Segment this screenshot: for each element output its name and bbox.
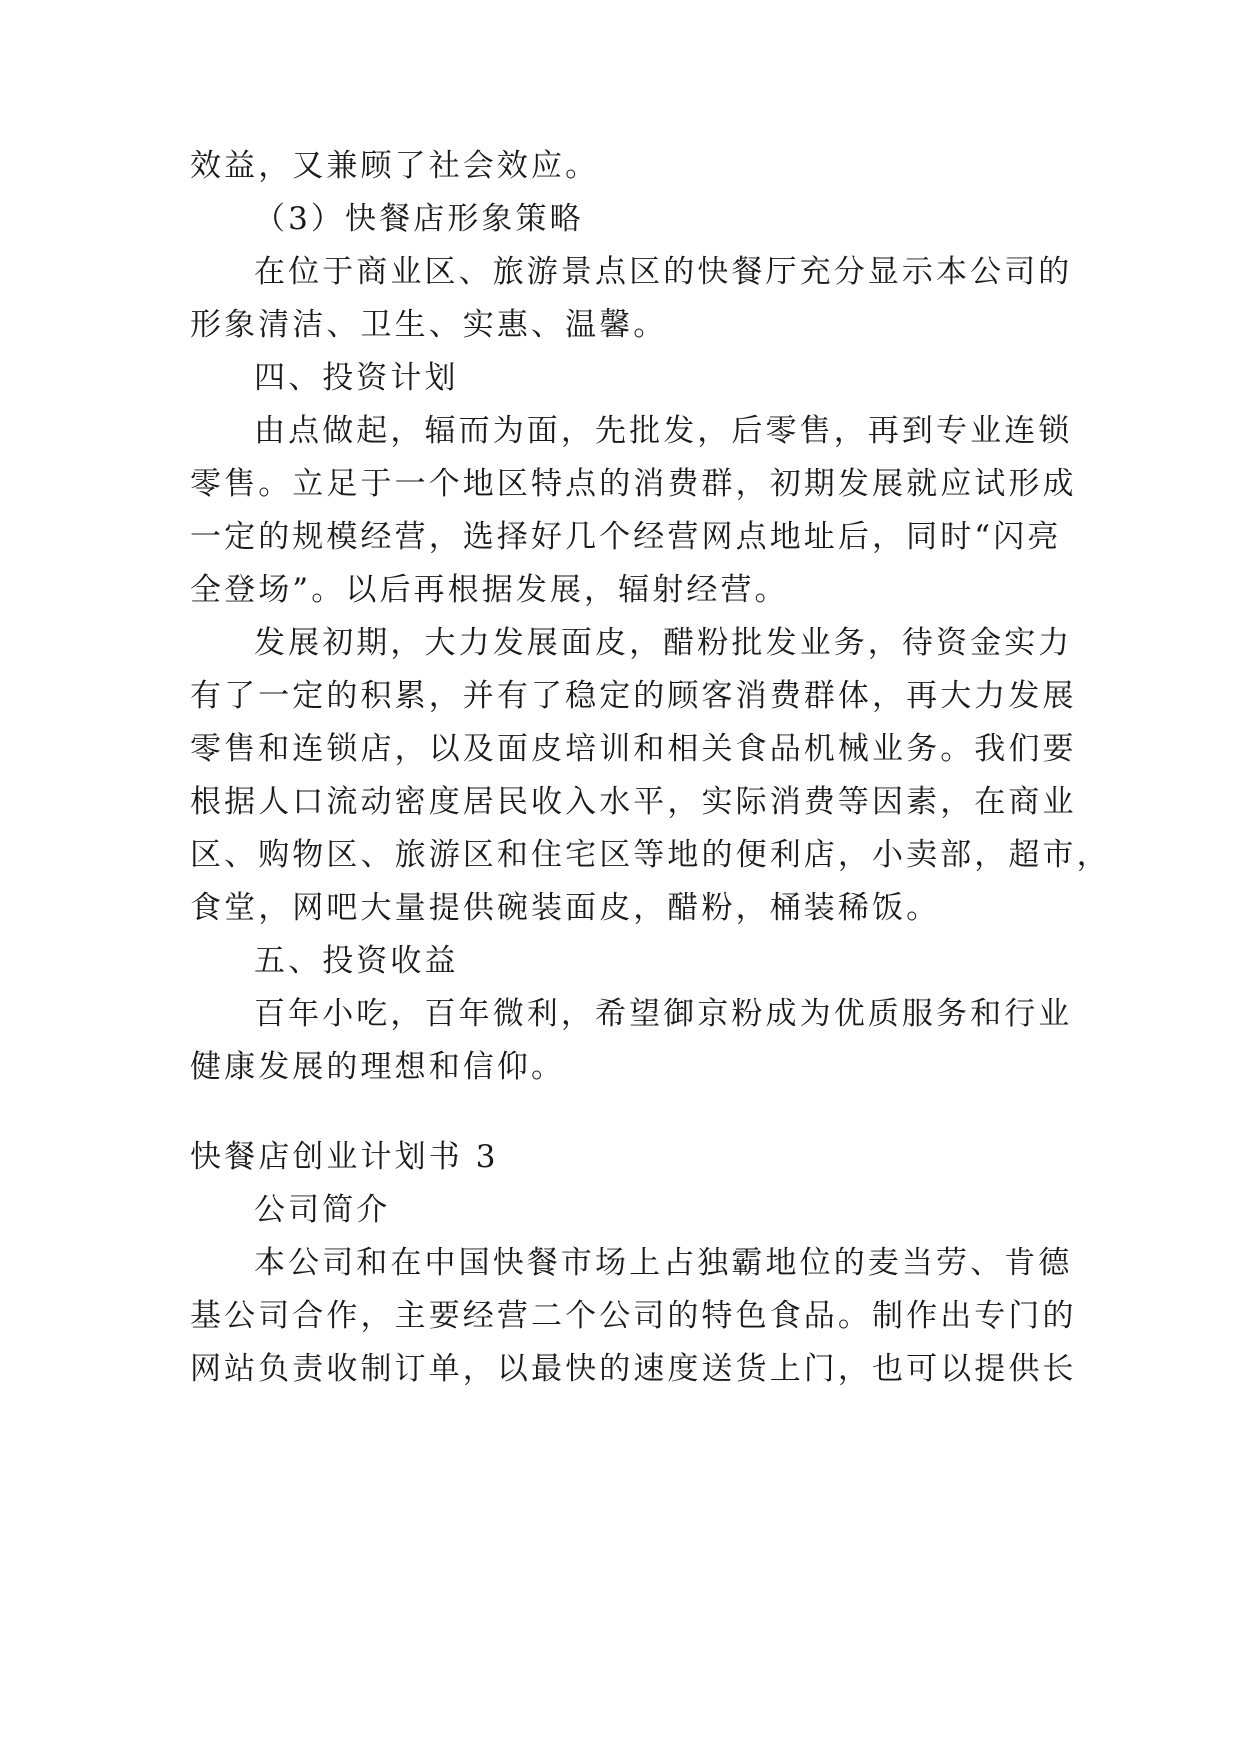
text-line: 基公司合作，主要经营二个公司的特色食品。制作出专门的 — [190, 1298, 1077, 1334]
text-line: 形象清洁、卫生、实惠、温馨。 — [190, 307, 668, 343]
text-line: 由点做起，辐而为面，先批发，后零售，再到专业连锁 — [254, 413, 1073, 449]
text-line: 本公司和在中国快餐市场上占独霸地位的麦当劳、肯德 — [254, 1245, 1073, 1281]
document-title: 快餐店创业计划书 3 — [190, 1139, 499, 1175]
section-heading: 四、投资计划 — [254, 360, 459, 396]
section-heading: 公司简介 — [254, 1192, 391, 1228]
text-line: 在位于商业区、旅游景点区的快餐厅充分显示本公司的 — [254, 254, 1073, 290]
text-line: 一定的规模经营，选择好几个经营网点地址后，同时“闪亮 — [190, 519, 1062, 555]
text-line: 效益，又兼顾了社会效应。 — [190, 148, 600, 184]
text-line: 百年小吃，百年微利，希望御京粉成为优质服务和行业 — [254, 996, 1073, 1032]
text-line: 区、购物区、旅游区和住宅区等地的便利店，小卖部，超市， — [190, 837, 1111, 873]
section-heading: （3）快餐店形象策略 — [254, 201, 584, 237]
text-line: 食堂，网吧大量提供碗装面皮，醋粉，桶装稀饭。 — [190, 890, 941, 926]
section-heading: 五、投资收益 — [254, 943, 459, 979]
text-line: 零售和连锁店，以及面皮培训和相关食品机械业务。我们要 — [190, 731, 1077, 767]
text-line: 根据人口流动密度居民收入水平，实际消费等因素，在商业 — [190, 784, 1077, 820]
text-line: 零售。立足于一个地区特点的消费群，初期发展就应试形成 — [190, 466, 1077, 502]
text-line: 全登场”。以后再根据发展，辐射经营。 — [190, 572, 789, 608]
text-line: 网站负责收制订单，以最快的速度送货上门，也可以提供长 — [190, 1351, 1077, 1387]
text-line: 有了一定的积累，并有了稳定的顾客消费群体，再大力发展 — [190, 678, 1077, 714]
text-line: 健康发展的理想和信仰。 — [190, 1049, 566, 1085]
text-line: 发展初期，大力发展面皮，醋粉批发业务，待资金实力 — [254, 625, 1073, 661]
